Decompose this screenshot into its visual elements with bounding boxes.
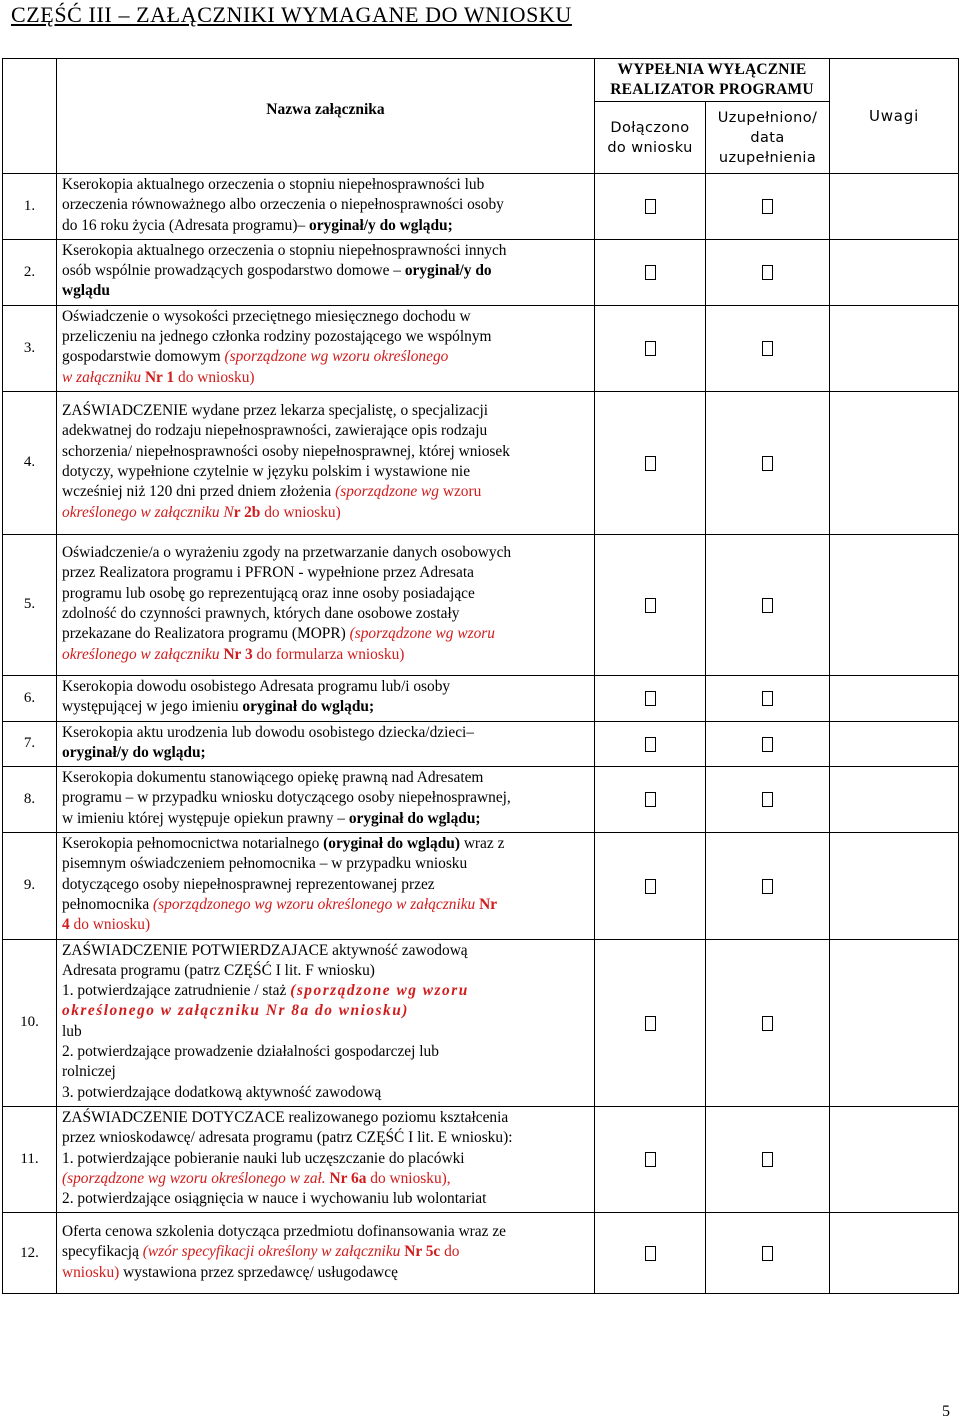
text-segment: oryginał/y do [404,262,492,280]
supplemented-checkbox[interactable] [762,341,773,356]
description-line [62,875,590,895]
attached-checkbox-cell [595,675,706,721]
text-segment: przekazane do Realizatora programu (MOPR) [62,625,350,643]
supplemented-checkbox-cell [706,174,830,240]
text-segment: dotyczącego osoby niepełnosprawnej reprezentowanej przez [62,875,435,893]
row-number: 9. [3,833,57,939]
description-line [62,1062,590,1082]
description-line [62,895,590,915]
text-segment: przeliczeniu na jednego członka rodziny pozostającego we wspólnym [62,328,492,346]
text-segment: w załączniku [62,368,145,386]
text-segment: Nr 1 [144,368,175,386]
description-line [62,241,590,261]
supplemented-checkbox[interactable] [762,265,773,280]
description-line [62,1169,590,1189]
text-segment: 4 [62,916,70,934]
text-segment: określonego w załączniku Nr 8a do wniosku) [62,1002,409,1020]
description-line [62,1128,590,1148]
attached-checkbox-cell [595,239,706,305]
attached-checkbox-cell [595,391,706,534]
text-segment: specyfikacją [62,1243,143,1261]
supplemented-checkbox-cell [706,1213,830,1294]
row-number: 5. [3,534,57,675]
text-segment: do 16 roku życia (Adresata programu)– [62,216,310,234]
row-number: 6. [3,675,57,721]
text-segment: (sporządzone wg wzoru określonego [224,348,449,366]
description-line [62,854,590,874]
row-number: 11. [3,1106,57,1212]
supplemented-checkbox-cell [706,939,830,1106]
attached-checkbox-cell [595,305,706,391]
attachment-description [57,391,595,534]
text-segment: oryginał do wglądu; [242,698,375,716]
supplemented-checkbox[interactable] [762,691,773,706]
text-segment: występującej w jego imieniu [62,698,243,716]
text-segment: wglądu [62,282,110,300]
table-row [3,534,959,675]
attachment-description [57,675,595,721]
text-segment: dotyczy, wypełnione czytelnie w języku polskim i wystawione nie [62,462,471,480]
description-line [62,543,590,563]
text-segment: 1. potwierdzające pobieranie nauki lub uczęszczanie do placówki [62,1149,465,1167]
text-segment: oryginał do wglądu; [348,809,481,827]
description-line [62,1242,590,1262]
row-number: 1. [3,174,57,240]
description-line [62,743,590,763]
text-segment: Nr [475,895,498,913]
remarks-cell [830,1213,959,1294]
attached-checkbox-cell [595,721,706,767]
page-title: CZĘŚĆ III – ZAŁĄCZNIKI WYMAGANE DO WNIOSKU [11,2,572,27]
page-number: 5 [942,1403,950,1420]
attached-checkbox[interactable] [645,792,656,807]
text-segment: Nr 5c [400,1243,441,1261]
table-row [3,305,959,391]
attachment-description [57,767,595,833]
attachment-description [57,239,595,305]
attached-checkbox-cell [595,767,706,833]
text-segment: Nr 3 [223,645,253,663]
row-number: 3. [3,305,57,391]
text-segment: wcześniej niż 120 dni przed dniem złożenia [62,483,336,501]
description-line [62,1042,590,1062]
attached-checkbox[interactable] [645,691,656,706]
supplemented-checkbox-cell [706,1106,830,1212]
text-segment: (sporządzonego wg wzoru określonego w załączniku [153,895,476,913]
description-line [62,216,590,236]
text-segment: wniosku) [62,1263,120,1281]
text-segment: Oświadczenie o wysokości przeciętnego miesięcznego dochodu w [62,307,471,325]
attached-checkbox[interactable] [645,737,656,752]
text-segment: schorzenia/ niepełnosprawności osoby niepełnosprawnej, której wniosek [62,442,510,460]
attached-checkbox-cell [595,1213,706,1294]
text-segment: ZAŚWIADCZENIE wydane przez lekarza specjalistę, o specjalizacji [62,402,489,420]
attached-checkbox[interactable] [645,199,656,214]
header-supplemented: Uzupełniono/ data uzupełnienia [706,102,830,174]
description-line [62,1222,590,1242]
remarks-cell [830,174,959,240]
attached-checkbox-cell [595,939,706,1106]
description-line [62,482,590,502]
text-segment: ZAŚWIADCZENIE POTWIERDZAJACE aktywność zawodową [62,941,468,959]
text-segment: Oświadczenie/a o wyrażeniu zgody na przetwarzanie danych osobowych [62,544,512,562]
supplemented-checkbox[interactable] [762,879,773,894]
supplemented-checkbox-cell [706,534,830,675]
description-line [62,915,590,935]
description-line [62,1022,590,1042]
supplemented-checkbox-cell [706,833,830,939]
description-line [62,788,590,808]
text-segment: do wniosku), [366,1169,451,1187]
description-line [62,809,590,829]
supplemented-checkbox-cell [706,391,830,534]
text-segment: (sporządzone wg wzoru [290,982,469,1000]
text-segment: (oryginał do wglądu) [323,835,460,853]
attachment-description [57,534,595,675]
table-row [3,239,959,305]
row-number: 12. [3,1213,57,1294]
attached-checkbox-cell [595,1106,706,1212]
text-segment: pisemnym oświadczeniem pełnomocnika – w przypadku wniosku [62,855,468,873]
text-segment: adekwatnej do rodzaju niepełnosprawności, zawierające opis rodzaju [62,422,488,440]
text-segment: przez wnioskodawcę/ adresata programu (patrz CZĘŚĆ I lit. E wniosku): [62,1129,513,1147]
text-segment: do wniosku) [260,503,341,521]
attached-checkbox-cell [595,534,706,675]
attached-checkbox[interactable] [645,1016,656,1031]
text-segment: (wzór specyfikacji określony w załączniku [142,1243,401,1261]
row-number: 8. [3,767,57,833]
text-segment: określonego w załączniku N [62,503,234,521]
row-number: 7. [3,721,57,767]
description-line [62,645,590,665]
text-segment: (sporządzone wg wzoru określonego w zał. [62,1169,330,1187]
description-line [62,1108,590,1128]
text-segment: wraz z [459,835,505,853]
supplemented-checkbox[interactable] [762,737,773,752]
supplemented-checkbox-cell [706,721,830,767]
attached-checkbox-cell [595,174,706,240]
description-line [62,261,590,281]
text-segment: gospodarstwie domowym [62,348,225,366]
description-line [62,1263,590,1283]
text-segment: Kserokopia aktualnego orzeczenia o stopniu niepełnosprawności innych [62,241,507,259]
description-line [62,584,590,604]
remarks-cell [830,833,959,939]
attached-checkbox[interactable] [645,879,656,894]
text-segment: Kserokopia dowodu osobistego Adresata programu lub/i osoby [62,677,451,695]
attachment-description [57,721,595,767]
table-row [3,391,959,534]
attached-checkbox-cell [595,833,706,939]
supplemented-checkbox-cell [706,675,830,721]
description-line [62,401,590,421]
table-row [3,174,959,240]
attached-checkbox[interactable] [645,456,656,471]
attachment-description [57,833,595,939]
text-segment: r 2b [233,503,261,521]
description-line [62,723,590,743]
text-segment: Oferta cenowa szkolenia dotycząca przedmiotu dofinansowania wraz ze [62,1222,506,1240]
text-segment: 3. potwierdzające dodatkową aktywność zawodową [62,1083,382,1101]
description-line [62,503,590,523]
supplemented-checkbox[interactable] [762,199,773,214]
table-row [3,675,959,721]
text-segment: Kserokopia dokumentu stanowiącego opiekę prawną nad Adresatem [62,769,484,787]
remarks-cell [830,721,959,767]
text-segment: 2. potwierdzające osiągnięcia w nauce i wychowaniu lub wolontariat [62,1190,487,1208]
description-line [62,563,590,583]
description-line [62,1189,590,1209]
description-line [62,677,590,697]
text-segment: przez Realizatora programu i PFRON - wypełnione przez Adresata [62,564,474,582]
description-line [62,281,590,301]
supplemented-checkbox-cell [706,767,830,833]
supplemented-checkbox[interactable] [762,792,773,807]
table-row [3,939,959,1106]
table-row [3,767,959,833]
supplemented-checkbox[interactable] [762,1016,773,1031]
remarks-cell [830,534,959,675]
text-segment: do wniosku) [69,916,151,934]
description-line [62,604,590,624]
text-segment: wzoru [439,483,482,501]
attachment-description [57,1106,595,1212]
remarks-cell [830,767,959,833]
description-line [62,462,590,482]
remarks-cell [830,305,959,391]
description-line [62,442,590,462]
header-number-cell [3,59,57,174]
text-segment: orzeczenia równoważnego albo orzeczenia o niepełnosprawności osoby [62,196,504,214]
header-remarks: Uwagi [830,59,959,174]
text-segment: w imieniu której występuje opiekun prawny – [62,809,349,827]
remarks-cell [830,939,959,1106]
table-row [3,833,959,939]
supplemented-checkbox-cell [706,305,830,391]
remarks-cell [830,239,959,305]
text-segment: Kserokopia aktu urodzenia lub dowodu osobistego dziecka/dzieci– [62,723,475,741]
text-segment: 1. potwierdzające zatrudnienie / staż [62,982,291,1000]
table-row [3,1106,959,1212]
supplemented-checkbox[interactable] [762,1152,773,1167]
text-segment: oryginał/y do wglądu; [309,216,453,234]
table-row [3,1213,959,1294]
attachment-description [57,174,595,240]
attached-checkbox[interactable] [645,1246,656,1261]
text-segment: do formularza wniosku) [252,645,405,663]
row-number: 4. [3,391,57,534]
description-line [62,624,590,644]
text-segment: Adresata programu (patrz CZĘŚĆ I lit. F wniosku) [62,961,375,979]
header-attachment-name: Nazwa załącznika [57,59,595,174]
description-line [62,175,590,195]
attached-checkbox[interactable] [645,1152,656,1167]
text-segment: ZAŚWIADCZENIE DOTYCZACE realizowanego poziomu kształcenia [62,1108,509,1126]
remarks-cell [830,675,959,721]
text-segment: Kserokopia aktualnego orzeczenia o stopniu niepełnosprawności lub [62,176,485,193]
description-line [62,981,590,1001]
row-number: 2. [3,239,57,305]
text-segment: lub [62,1022,82,1040]
text-segment: Nr 6a [329,1169,367,1187]
text-segment: rolniczej [62,1063,116,1081]
row-number: 10. [3,939,57,1106]
description-line [62,961,590,981]
attachments-table [2,58,959,1294]
attached-checkbox[interactable] [645,265,656,280]
description-line [62,368,590,388]
description-line [62,195,590,215]
supplemented-checkbox[interactable] [762,598,773,613]
attached-checkbox[interactable] [645,598,656,613]
text-segment: do wniosku) [174,368,255,386]
text-segment: oryginał/y do wglądu; [62,743,206,761]
text-segment: Kserokopia pełnomocnictwa notarialnego [62,835,324,853]
header-attached: Dołączono do wniosku [595,102,706,174]
text-segment: osób wspólnie prowadzących gospodarstwo domowe – [62,262,405,280]
description-line [62,834,590,854]
description-line [62,307,590,327]
remarks-cell [830,391,959,534]
supplemented-checkbox-cell [706,239,830,305]
description-line [62,1149,590,1169]
text-segment: zdolność do czynności prawnych, których dane osobowe zostały [62,604,460,622]
description-line [62,697,590,717]
attachment-description [57,305,595,391]
supplemented-checkbox[interactable] [762,1246,773,1261]
attachment-description [57,939,595,1106]
attached-checkbox[interactable] [645,341,656,356]
description-line [62,1083,590,1103]
text-segment: programu lub osobę go reprezentującą oraz inne osoby posiadające [62,584,475,602]
text-segment: do [440,1243,460,1261]
text-segment: wystawiona przez sprzedawcę/ usługodawcę [119,1263,398,1281]
description-line [62,421,590,441]
text-segment: 2. potwierdzające prowadzenie działalności gospodarczej lub [62,1043,439,1061]
text-segment: programu – w przypadku wniosku dotyczącego osoby niepełnosprawnej, [62,789,511,807]
attachment-description [57,1213,595,1294]
table-row [3,721,959,767]
text-segment: (sporządzone wg [335,483,439,501]
text-segment: pełnomocnika [62,895,154,913]
description-line [62,768,590,788]
description-line [62,941,590,961]
description-line [62,1001,590,1021]
text-segment: (sporządzone wg wzoru [349,625,495,643]
text-segment: określonego w załączniku [62,645,224,663]
supplemented-checkbox[interactable] [762,456,773,471]
remarks-cell [830,1106,959,1212]
description-line [62,327,590,347]
header-realizator: WYPEŁNIA WYŁĄCZNIE REALIZATOR PROGRAMU [595,59,830,102]
description-line [62,347,590,367]
